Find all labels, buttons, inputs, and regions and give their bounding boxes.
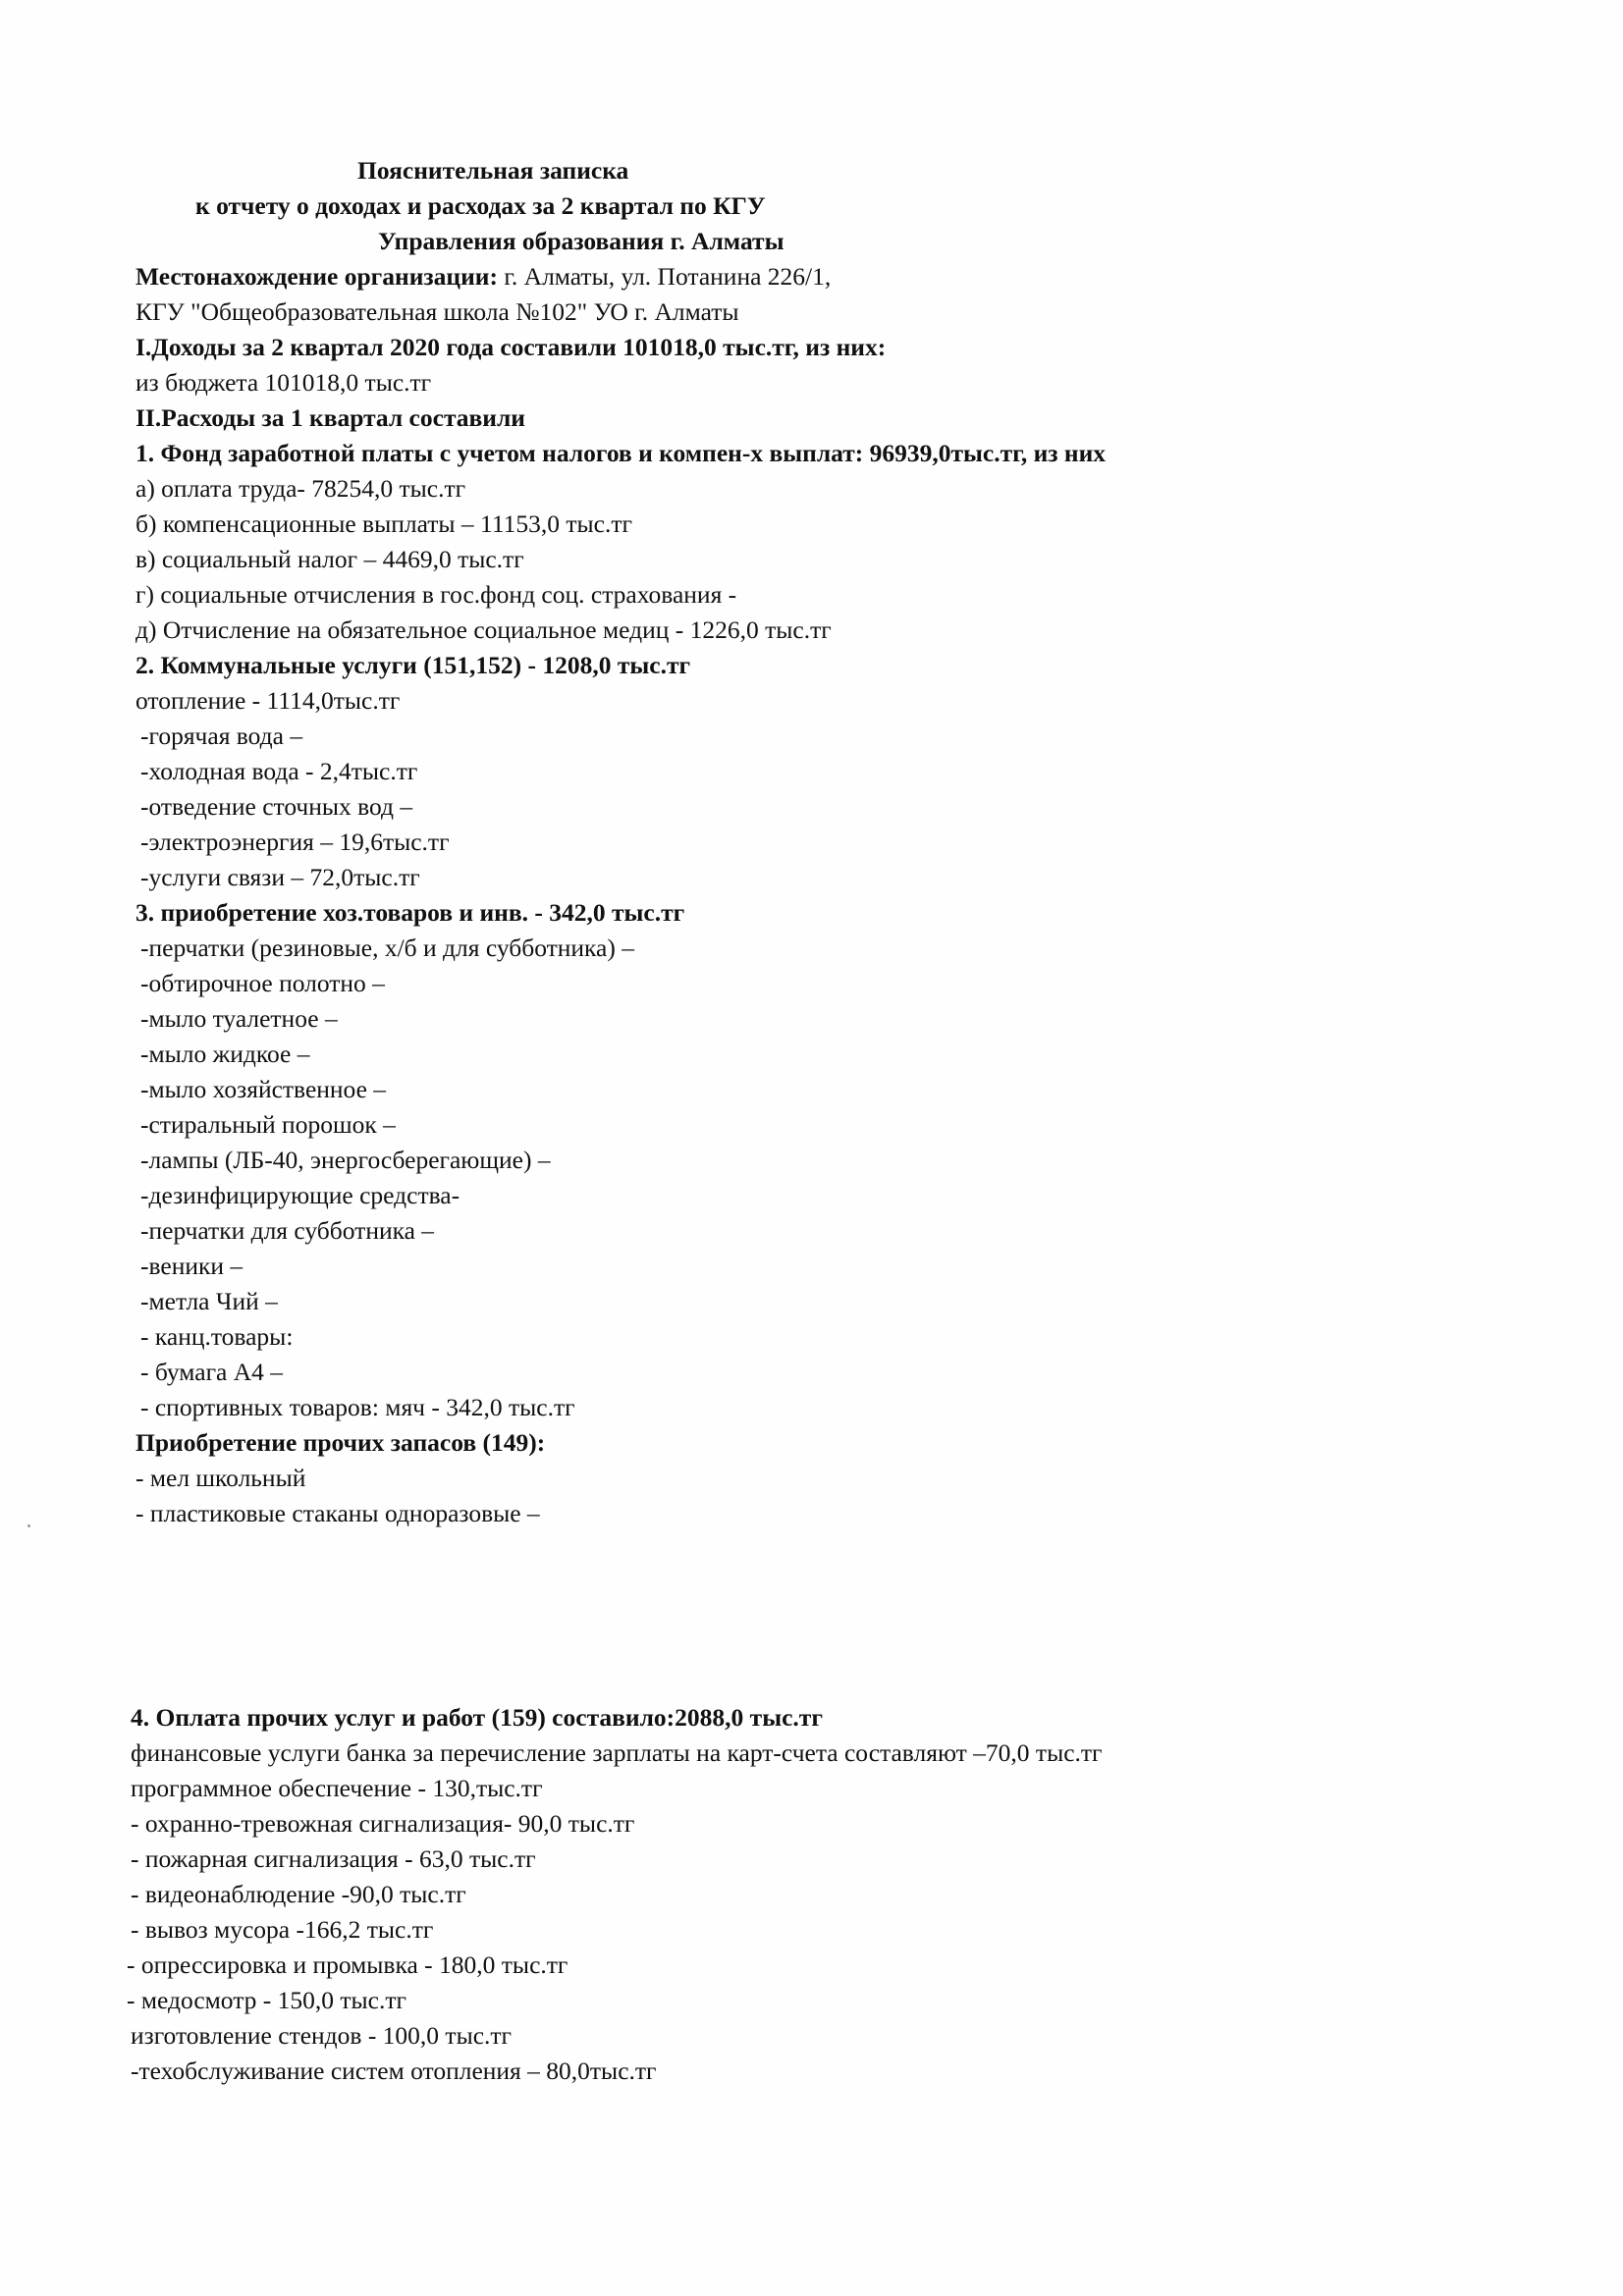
org-name: КГУ "Общеобразовательная школа №102" УО г. Алматы: [135, 297, 739, 326]
other-stock-item: - пластиковые стаканы одноразовые –: [135, 1499, 540, 1527]
supplies-item: -веники –: [140, 1252, 243, 1280]
org-location: [135, 260, 831, 294]
services-item: - пожарная сигнализация - 63,0 тыс.тг: [131, 1844, 536, 1873]
utilities-item: -услуги связи – 72,0тыс.тг: [140, 863, 420, 891]
supplies-item: -лампы (ЛБ-40, энергосберегающие) –: [140, 1146, 551, 1174]
supplies-item: -мыло жидкое –: [140, 1040, 310, 1068]
payroll-item: а) оплата труда- 78254,0 тыс.тг: [135, 474, 466, 503]
supplies-item: - канц.товары:: [140, 1322, 294, 1351]
org-location-value: г. Алматы, ул. Потанина 226/1,: [497, 262, 832, 291]
utilities-item: отопление - 1114,0тыс.тг: [135, 686, 401, 715]
income-heading: I.Доходы за 2 квартал 2020 года составили 101018,0 тыс.тг, из них:: [135, 333, 887, 361]
services-item: -техобслуживание систем отопления – 80,0тыс.тг: [131, 2056, 657, 2085]
supplies-item: -обтирочное полотно –: [140, 969, 385, 997]
services-item: - охранно-тревожная сигнализация- 90,0 тыс.тг: [131, 1809, 635, 1838]
supplies-item: -мыло туалетное –: [140, 1004, 338, 1033]
income-budget: из бюджета 101018,0 тыс.тг: [135, 368, 432, 397]
services-item: - опрессировка и промывка - 180,0 тыс.тг: [127, 1950, 568, 1979]
supplies-heading: 3. приобретение хоз.товаров и инв. - 342,0 тыс.тг: [135, 898, 685, 927]
payroll-item: в) социальный налог – 4469,0 тыс.тг: [135, 545, 524, 573]
supplies-item: -метла Чий –: [140, 1287, 278, 1315]
title-line-3: Управления образования г. Алматы: [378, 227, 784, 255]
services-item: программное обеспечение - 130,тыс.тг: [131, 1774, 543, 1802]
title-line-2: к отчету о доходах и расходах за 2 квартал по КГУ: [195, 191, 766, 220]
payroll-item: б) компенсационные выплаты – 11153,0 тыс.тг: [135, 509, 632, 538]
other-stock-heading: Приобретение прочих запасов (149):: [135, 1428, 546, 1457]
supplies-item: - бумага А4 –: [140, 1358, 284, 1386]
payroll-heading: 1. Фонд заработной платы с учетом налогов и компен-х выплат: 96939,0тыс.тг, из них: [135, 439, 1107, 467]
services-item: - вывоз мусора -166,2 тыс.тг: [131, 1915, 434, 1944]
other-stock-item: - мел школьный: [135, 1464, 306, 1492]
utilities-heading: 2. Коммунальные услуги (151,152) - 1208,0 тыс.тг: [135, 651, 691, 679]
services-item: - медосмотр - 150,0 тыс.тг: [127, 1986, 406, 2014]
supplies-item: -дезинфицирующие средства-: [140, 1181, 460, 1209]
scan-speck: [27, 1524, 30, 1527]
payroll-item: г) социальные отчисления в гос.фонд соц. страхования -: [135, 580, 737, 609]
title-line-1: Пояснительная записка: [357, 156, 629, 185]
services-heading: 4. Оплата прочих услуг и работ (159) составило:2088,0 тыс.тг: [131, 1703, 823, 1732]
supplies-item: - спортивных товаров: мяч - 342,0 тыс.тг: [140, 1393, 575, 1421]
utilities-item: -электроэнергия – 19,6тыс.тг: [140, 828, 450, 856]
utilities-item: -отведение сточных вод –: [140, 792, 413, 821]
supplies-item: -перчатки (резиновые, х/б и для субботника) –: [140, 934, 634, 962]
services-item: изготовление стендов - 100,0 тыс.тг: [131, 2021, 513, 2050]
supplies-item: -перчатки для субботника –: [140, 1216, 435, 1245]
utilities-item: -горячая вода –: [140, 721, 303, 750]
expenses-heading: II.Расходы за 1 квартал составили: [135, 403, 525, 432]
supplies-item: -стиральный порошок –: [140, 1110, 396, 1139]
supplies-item: -мыло хозяйственное –: [140, 1075, 387, 1103]
utilities-item: -холодная вода - 2,4тыс.тг: [140, 757, 418, 785]
org-location-label: Местонахождение организации:: [135, 262, 498, 291]
payroll-item: д) Отчисление на обязательное социальное медиц - 1226,0 тыс.тг: [135, 615, 832, 644]
services-item: финансовые услуги банка за перечисление зарплаты на карт-счета составляют –70,0 тыс.тг: [131, 1738, 1103, 1767]
services-item: - видеонаблюдение -90,0 тыс.тг: [131, 1880, 466, 1908]
